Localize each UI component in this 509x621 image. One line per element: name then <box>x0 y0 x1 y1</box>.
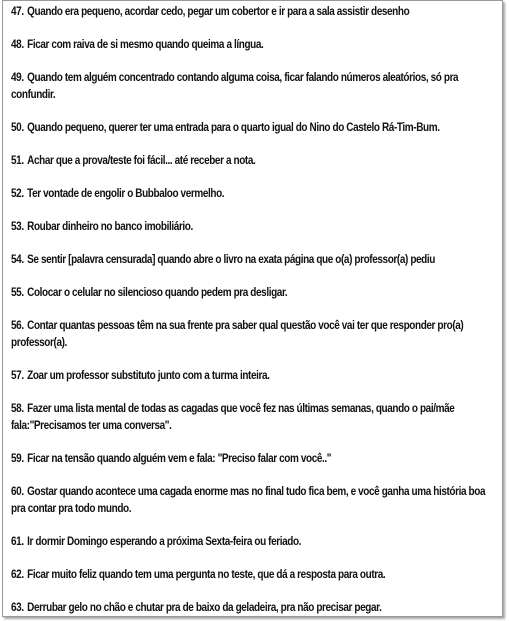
list-item-55 <box>11 284 499 301</box>
item-text: Quando era pequeno, acordar cedo, pegar um cobertor e ir para a sala assistir desenho <box>27 5 410 18</box>
item-text: Fazer uma lista mental de todas as cagadas que você fez nas últimas semanas, quando o pai/mãe fala:"Precisamos ter uma conversa". <box>11 402 455 432</box>
list-item-51 <box>11 152 499 169</box>
list-item-61 <box>11 533 499 550</box>
item-number: 61. <box>11 535 24 548</box>
list-item-63 <box>11 599 499 616</box>
item-number: 59. <box>11 452 24 465</box>
document-frame <box>2 0 503 617</box>
item-number: 63. <box>11 601 24 614</box>
list-item-58 <box>11 400 499 434</box>
numbered-list <box>11 3 499 617</box>
item-text: Colocar o celular no silencioso quando pedem pra desligar. <box>27 286 288 299</box>
list-item-57 <box>11 367 499 384</box>
list-item-48 <box>11 36 499 53</box>
list-item-62 <box>11 566 499 583</box>
list-item-59 <box>11 450 499 467</box>
list-item-53 <box>11 218 499 235</box>
item-number: 51. <box>11 154 24 167</box>
item-number: 53. <box>11 220 24 233</box>
item-text: Quando tem alguém concentrado contando alguma coisa, ficar falando números aleatórios, só pra confundir. <box>11 71 459 101</box>
item-text: Ficar com raiva de si mesmo quando queima a língua. <box>27 38 264 51</box>
item-text: Quando pequeno, querer ter uma entrada para o quarto igual do Nino do Castelo Rá-Tim-Bum. <box>27 121 440 134</box>
item-text: Contar quantas pessoas têm na sua frente pra saber qual questão você vai ter que responder pro(a) professor(a). <box>11 319 464 349</box>
item-number: 47. <box>11 5 24 18</box>
item-number: 62. <box>11 568 24 581</box>
item-number: 49. <box>11 71 24 84</box>
list-item-47 <box>11 3 499 20</box>
item-text: Ter vontade de engolir o Bubbaloo vermelho. <box>27 187 225 200</box>
item-number: 58. <box>11 402 24 415</box>
item-number: 48. <box>11 38 24 51</box>
item-text: Zoar um professor substituto junto com a turma inteira. <box>27 369 270 382</box>
item-number: 60. <box>11 485 24 498</box>
item-text: Achar que a prova/teste foi fácil... até receber a nota. <box>27 154 256 167</box>
item-number: 50. <box>11 121 24 134</box>
item-text: Roubar dinheiro no banco imobiliário. <box>27 220 193 233</box>
list-item-49 <box>11 69 499 103</box>
list-item-60 <box>11 483 499 517</box>
item-text: Derrubar gelo no chão e chutar pra de baixo da geladeira, pra não precisar pegar. <box>27 601 382 614</box>
item-text: Se sentir [palavra censurada] quando abre o livro na exata página que o(a) professor(a) pediu <box>27 253 435 266</box>
item-number: 57. <box>11 369 24 382</box>
item-text: Ir dormir Domingo esperando a próxima Sexta-feira ou feriado. <box>27 535 302 548</box>
item-number: 54. <box>11 253 24 266</box>
list-item-54 <box>11 251 499 268</box>
item-text: Ficar muito feliz quando tem uma pergunta no teste, que dá a resposta para outra. <box>27 568 386 581</box>
item-text: Ficar na tensão quando alguém vem e fala: "Preciso falar com você.." <box>27 452 332 465</box>
list-item-50 <box>11 119 499 136</box>
item-number: 56. <box>11 319 24 332</box>
item-text: Gostar quando acontece uma cagada enorme mas no final tudo fica bem, e você ganha uma história boa pra contar pra todo mundo. <box>11 485 486 515</box>
item-number: 55. <box>11 286 24 299</box>
list-item-56 <box>11 317 499 351</box>
item-number: 52. <box>11 187 24 200</box>
list-item-52 <box>11 185 499 202</box>
